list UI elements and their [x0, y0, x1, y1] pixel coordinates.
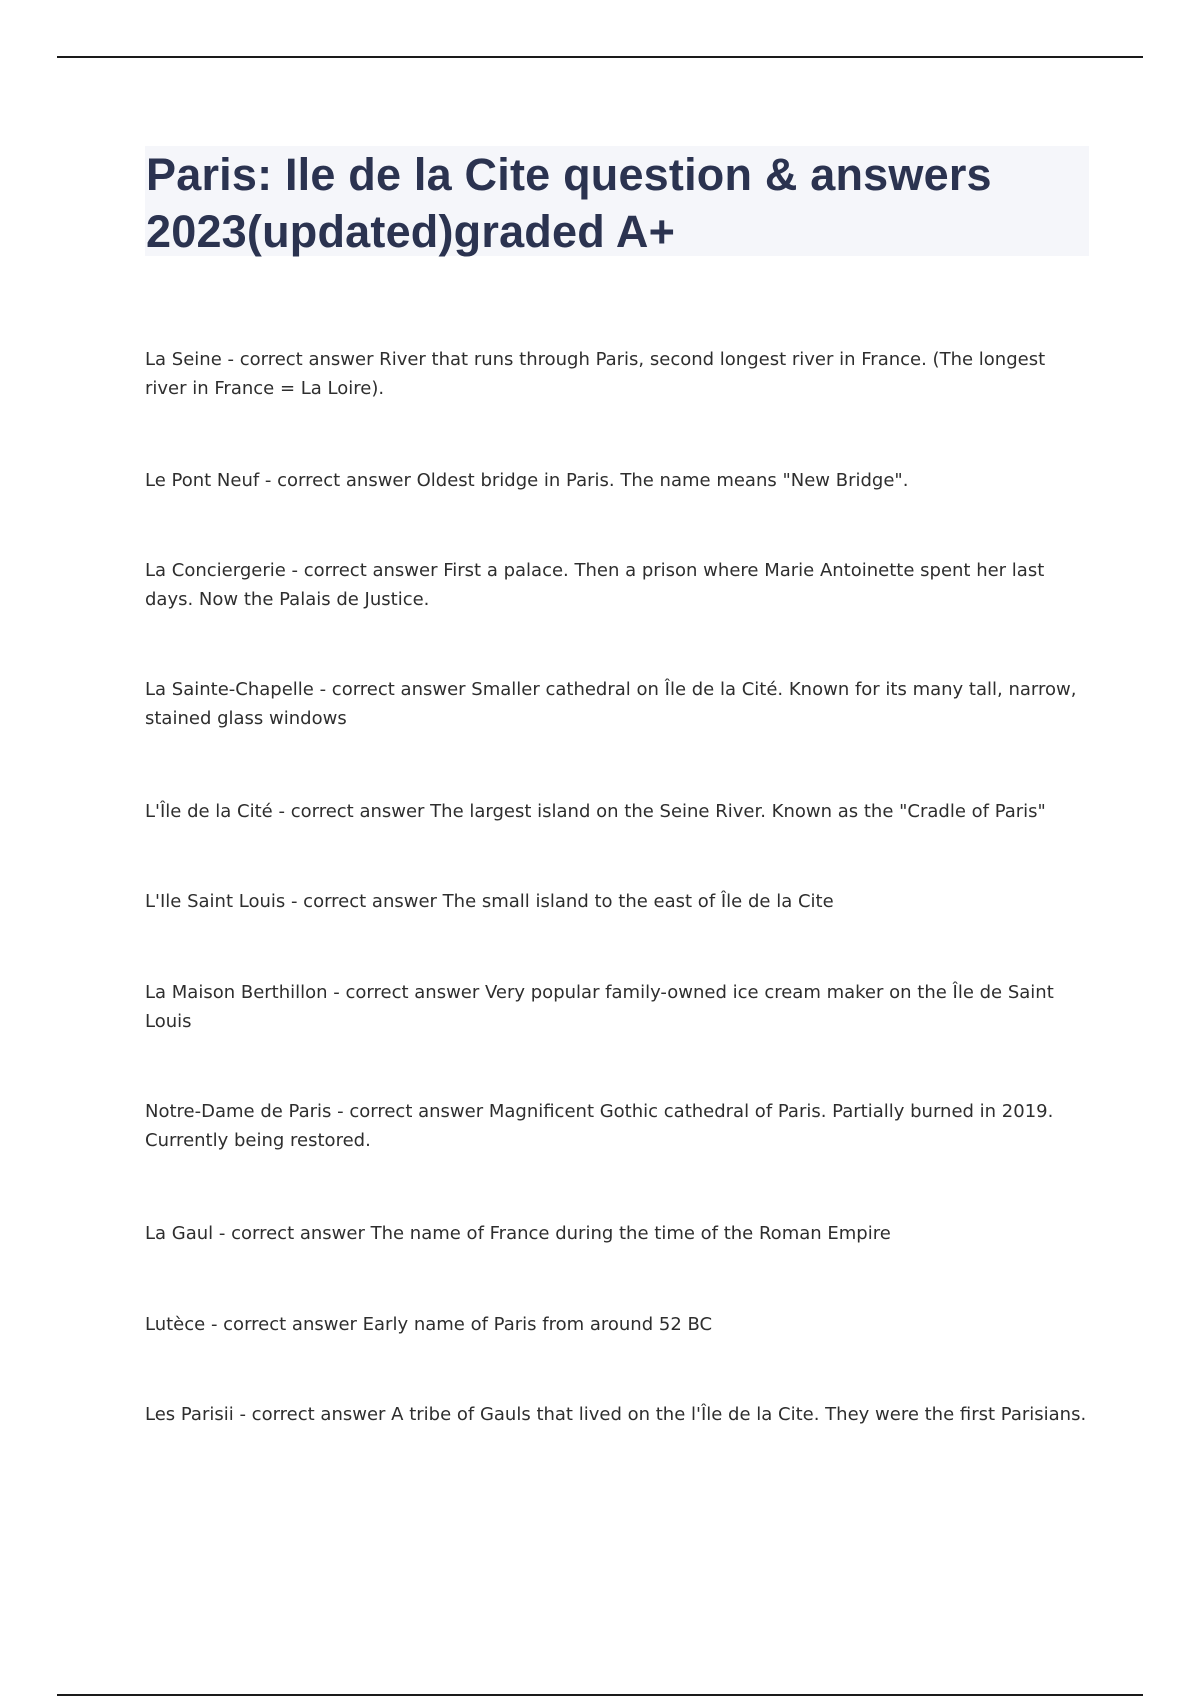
qa-entry-maison-berthillon: La Maison Berthillon - correct answer Very popular family-owned ice cream maker on the Île de Saint Louis	[145, 982, 1054, 1032]
header-rule	[57, 56, 1143, 58]
qa-entry-conciergerie: La Conciergerie - correct answer First a palace. Then a prison where Marie Antoinette spent her last days. Now the Palais de Justice.	[145, 560, 1045, 610]
qa-entry-lutece: Lutèce - correct answer Early name of Paris from around 52 BC	[145, 1314, 713, 1335]
qa-entry-ile-de-la-cite: L'Île de la Cité - correct answer The largest island on the Seine River. Known as the "Cradle of Paris"	[145, 801, 1046, 822]
footer-rule	[57, 1694, 1143, 1696]
qa-entry-la-gaul: La Gaul - correct answer The name of France during the time of the Roman Empire	[145, 1223, 891, 1244]
qa-entry-ile-saint-louis: L'Ile Saint Louis - correct answer The small island to the east of Île de la Cite	[145, 891, 834, 912]
qa-entry-les-parisii: Les Parisii - correct answer A tribe of Gauls that lived on the l'Île de la Cite. They were the first Parisians.	[145, 1404, 1087, 1425]
qa-entry-sainte-chapelle: La Sainte-Chapelle - correct answer Smaller cathedral on Île de la Cité. Known for its many tall, narrow, stained glass windows	[145, 679, 1077, 729]
qa-entry-notre-dame: Notre-Dame de Paris - correct answer Magnificent Gothic cathedral of Paris. Partially burned in 2019. Currently being restored.	[145, 1101, 1054, 1151]
qa-entry-la-seine: La Seine - correct answer River that runs through Paris, second longest river in France. (The longest river in France = La Loire).	[145, 349, 1046, 399]
qa-entry-pont-neuf: Le Pont Neuf - correct answer Oldest bridge in Paris. The name means "New Bridge".	[145, 470, 909, 491]
document-title: Paris: Ile de la Cite question & answers 2023(updated)graded A+	[146, 149, 992, 257]
